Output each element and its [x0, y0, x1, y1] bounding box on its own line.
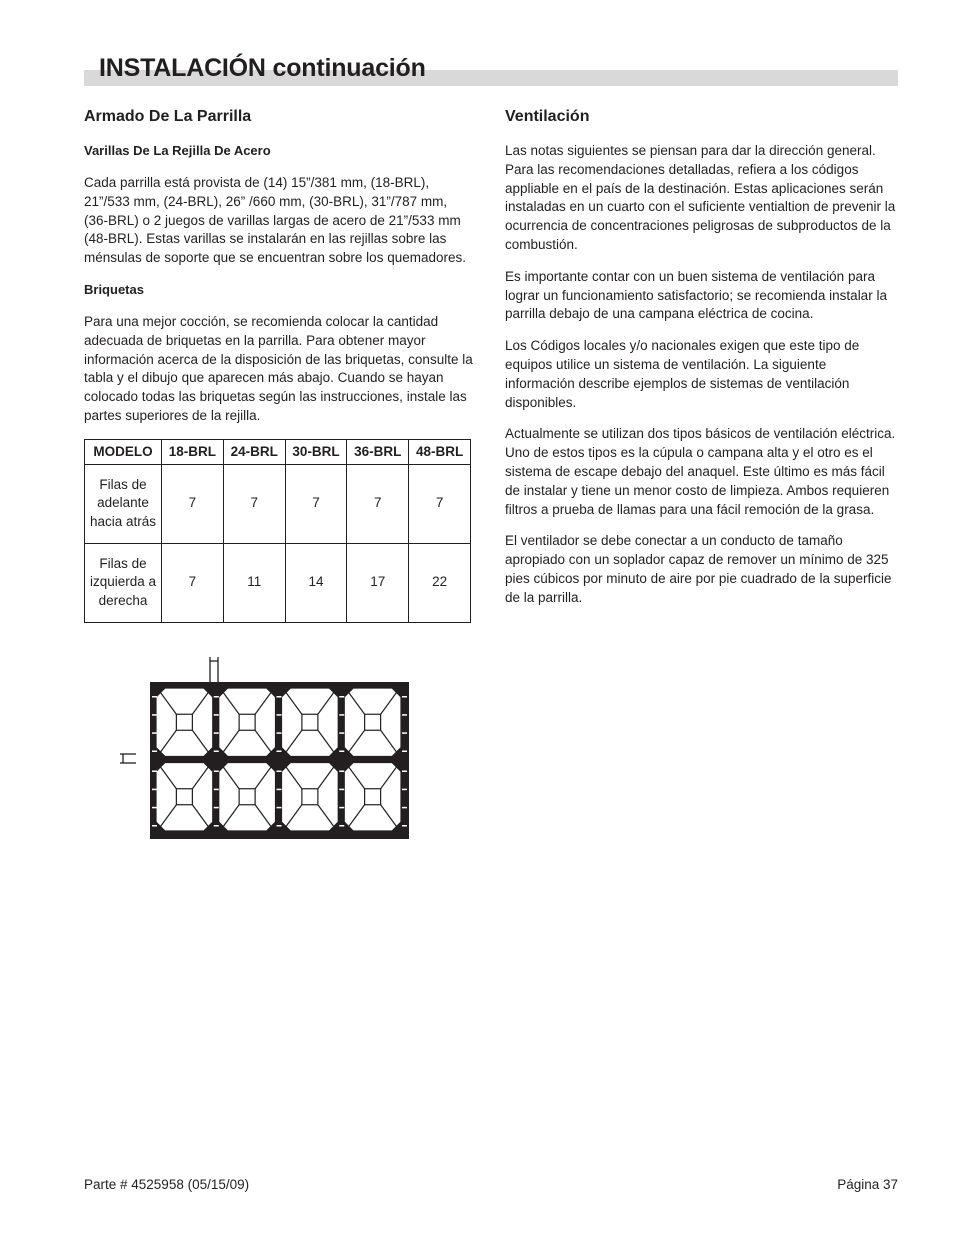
table-cell: 7 [347, 464, 409, 543]
briquette-cell [282, 763, 339, 832]
grid-tick [152, 807, 157, 809]
briquette-cell [344, 688, 401, 757]
grid-tick [277, 732, 282, 734]
grid-tick [277, 696, 282, 698]
table-header: MODELO [85, 439, 162, 464]
table-header: 36-BRL [347, 439, 409, 464]
table-cell: 7 [162, 464, 224, 543]
table-cell: 7 [223, 464, 285, 543]
briquette-cell [156, 763, 213, 832]
grid-tick [339, 751, 344, 753]
paragraph-ventilation-1: Las notas siguientes se piensan para dar la dirección general. Para las recomendaciones detalladas, refiera a los códigos appliable en el país de la destinación. Estas aplicaciones serán instaladas en un cuarto con el suficiente ventialtion de prevenir la ocurrencia de concentraciones peligrosas de subproductos de la combustión. [505, 143, 896, 252]
table-cell: 11 [223, 543, 285, 622]
left-column [84, 106, 474, 623]
footer-part-number: Parte # 4525958 (05/15/09) [84, 1177, 250, 1192]
table-cell: 14 [285, 543, 347, 622]
grid-tick [339, 771, 344, 773]
right-column [505, 106, 899, 621]
grid-tick [152, 789, 157, 791]
grid-tick [152, 825, 157, 827]
page-title: INSTALACIÓN continuación [99, 54, 426, 82]
grid-tick [152, 696, 157, 698]
table-row [85, 464, 471, 543]
briquette-cell [219, 763, 276, 832]
table-header-row [85, 439, 471, 464]
table-cell: 7 [409, 464, 471, 543]
grid-tick [402, 771, 407, 773]
grid-tick [277, 789, 282, 791]
grid-tick [402, 789, 407, 791]
grid-tick [214, 696, 219, 698]
grid-tick [214, 714, 219, 716]
grid-tick [402, 825, 407, 827]
grid-tick [152, 751, 157, 753]
paragraph-rods: Cada parrilla está provista de (14) 15”/381 mm, (18-BRL), 21”/533 mm, (24-BRL), 26” /660 mm, (30-BRL), 31”/787 mm, (36-BRL) o 2 juegos de varillas largas de acero de 21”/533 mm (48-BRL). Estas varillas se instalarán en las rejillas sobre las ménsulas de soporte que se encuentran sobre los quemadores. [84, 175, 466, 266]
grid-tick [339, 732, 344, 734]
footer-page-number: Página 37 [837, 1177, 898, 1192]
paragraph-briquettes: Para una mejor cocción, se recomienda colocar la cantidad adecuada de briquetas en la parrilla. Para obtener mayor información acerca de la disposición de las briquetas, consulte la tabla y el dibujo que aparecen más abajo. Cuando se hayan colocado todas las briquetas según las instrucciones, instale las partes superiores de la rejilla. [84, 313, 473, 423]
grid-tick [402, 696, 407, 698]
table-header: 30-BRL [285, 439, 347, 464]
section-heading-grill-assembly: Armado De La Parrilla [84, 108, 252, 125]
row-label: Filas de adelante hacia atrás [85, 464, 162, 543]
table-row [85, 543, 471, 622]
briquette-cell [344, 763, 401, 832]
grid-tick [277, 714, 282, 716]
grid-tick [214, 732, 219, 734]
table-cell: 7 [162, 543, 224, 622]
briquette-table [84, 439, 471, 623]
grid-tick [339, 825, 344, 827]
table-cell: 22 [409, 543, 471, 622]
briquette-grid-diagram [118, 655, 418, 850]
grid-tick [152, 714, 157, 716]
table-cell: 17 [347, 543, 409, 622]
grid-tick [402, 751, 407, 753]
grid-tick [214, 825, 219, 827]
briquette-cell [219, 688, 276, 757]
table-header: 48-BRL [409, 439, 471, 464]
grid-tick [277, 825, 282, 827]
grid-tick [152, 732, 157, 734]
subheading-briquettes: Briquetas [84, 281, 144, 297]
grid-tick [277, 751, 282, 753]
grid-tick [214, 789, 219, 791]
grid-tick [402, 714, 407, 716]
grid-tick [402, 807, 407, 809]
table-cell: 7 [285, 464, 347, 543]
paragraph-ventilation-3: Los Códigos locales y/o nacionales exigen que este tipo de equipos utilice un sistema de ventilación. La siguiente información describe ejemplos de sistemas de ventilación disponibles. [505, 338, 860, 410]
grid-tick [152, 771, 157, 773]
table-header: 18-BRL [162, 439, 224, 464]
grid-tick [214, 751, 219, 753]
row-label: Filas de izquierda a derecha [85, 543, 162, 622]
briquette-cell [282, 688, 339, 757]
grid-tick [214, 771, 219, 773]
grid-tick [339, 714, 344, 716]
grid-tick [277, 771, 282, 773]
briquette-cell [156, 688, 213, 757]
grid-tick [339, 807, 344, 809]
grid-tick [402, 732, 407, 734]
grid-tick [339, 789, 344, 791]
grid-tick [214, 807, 219, 809]
paragraph-ventilation-2: Es importante contar con un buen sistema de ventilación para lograr un funcionamiento satisfactorio; se recomienda instalar la parrilla debajo de una campana eléctrica de cocina. [505, 268, 887, 322]
grid-tick [339, 696, 344, 698]
paragraph-ventilation-5: El ventilador se debe conectar a un conducto de tamaño apropiado con un soplador capaz de remover un mínimo de 325 pies cúbicos por minuto de aire por pie cuadrado de la superficie de la parrilla. [505, 533, 892, 605]
table-header: 24-BRL [223, 439, 285, 464]
grid-tick [277, 807, 282, 809]
subheading-steel-rods: Varillas De La Rejilla De Acero [84, 143, 271, 158]
section-heading-ventilation: Ventilación [505, 108, 590, 125]
paragraph-ventilation-4: Actualmente se utilizan dos tipos básicos de ventilación eléctrica. Uno de estos tipos es la cúpula o campana alta y el otro es el sistema de escape debajo del anaquel. Este último es más fácil de instalar y tiene un menor costo de limpieza. Ambos requieren filtros a prueba de llamas para una fácil remoción de la grasa. [505, 426, 896, 517]
